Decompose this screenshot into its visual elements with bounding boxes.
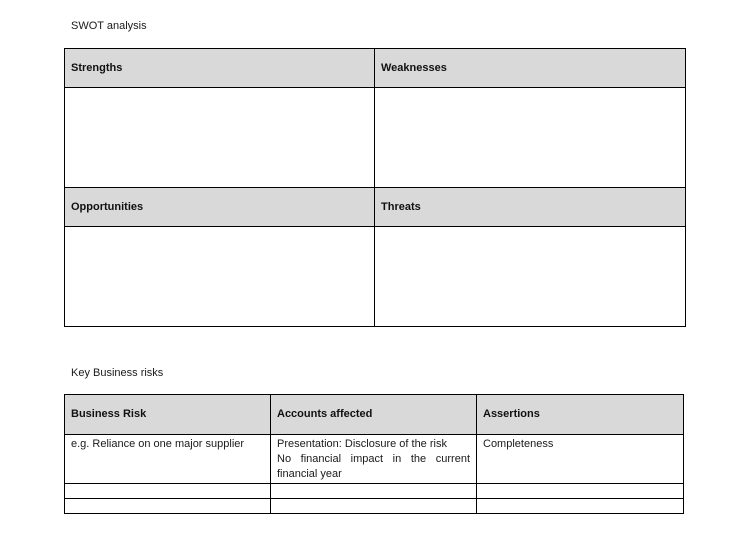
- threats-cell[interactable]: [375, 227, 686, 327]
- opportunities-header: Opportunities: [65, 188, 375, 227]
- business-risk-cell[interactable]: e.g. Reliance on one major supplier: [65, 435, 271, 484]
- opportunities-cell[interactable]: [65, 227, 375, 327]
- weaknesses-cell[interactable]: [375, 88, 686, 188]
- table-row: [65, 484, 684, 499]
- assertions-header: Assertions: [477, 395, 684, 435]
- table-row: [65, 435, 684, 484]
- empty-cell[interactable]: [65, 484, 271, 499]
- accounts-affected-line: Presentation: Disclosure of the risk: [277, 438, 447, 450]
- business-risks-table: [64, 394, 684, 514]
- empty-cell[interactable]: [65, 499, 271, 514]
- weaknesses-header: Weaknesses: [375, 49, 686, 88]
- strengths-cell[interactable]: [65, 88, 375, 188]
- accounts-affected-header: Accounts affected: [271, 395, 477, 435]
- empty-cell[interactable]: [271, 484, 477, 499]
- empty-cell[interactable]: [477, 499, 684, 514]
- empty-cell[interactable]: [271, 499, 477, 514]
- business-risk-header: Business Risk: [65, 395, 271, 435]
- threats-header: Threats: [375, 188, 686, 227]
- strengths-header: Strengths: [65, 49, 375, 88]
- swot-table: [64, 48, 686, 327]
- empty-cell[interactable]: [477, 484, 684, 499]
- accounts-affected-note: No financial impact in the current financial year: [277, 453, 470, 480]
- swot-caption: SWOT analysis: [71, 20, 147, 32]
- assertions-cell[interactable]: Completeness: [477, 435, 684, 484]
- accounts-affected-cell[interactable]: [271, 435, 477, 484]
- table-row: [65, 499, 684, 514]
- risks-caption: Key Business risks: [71, 367, 164, 379]
